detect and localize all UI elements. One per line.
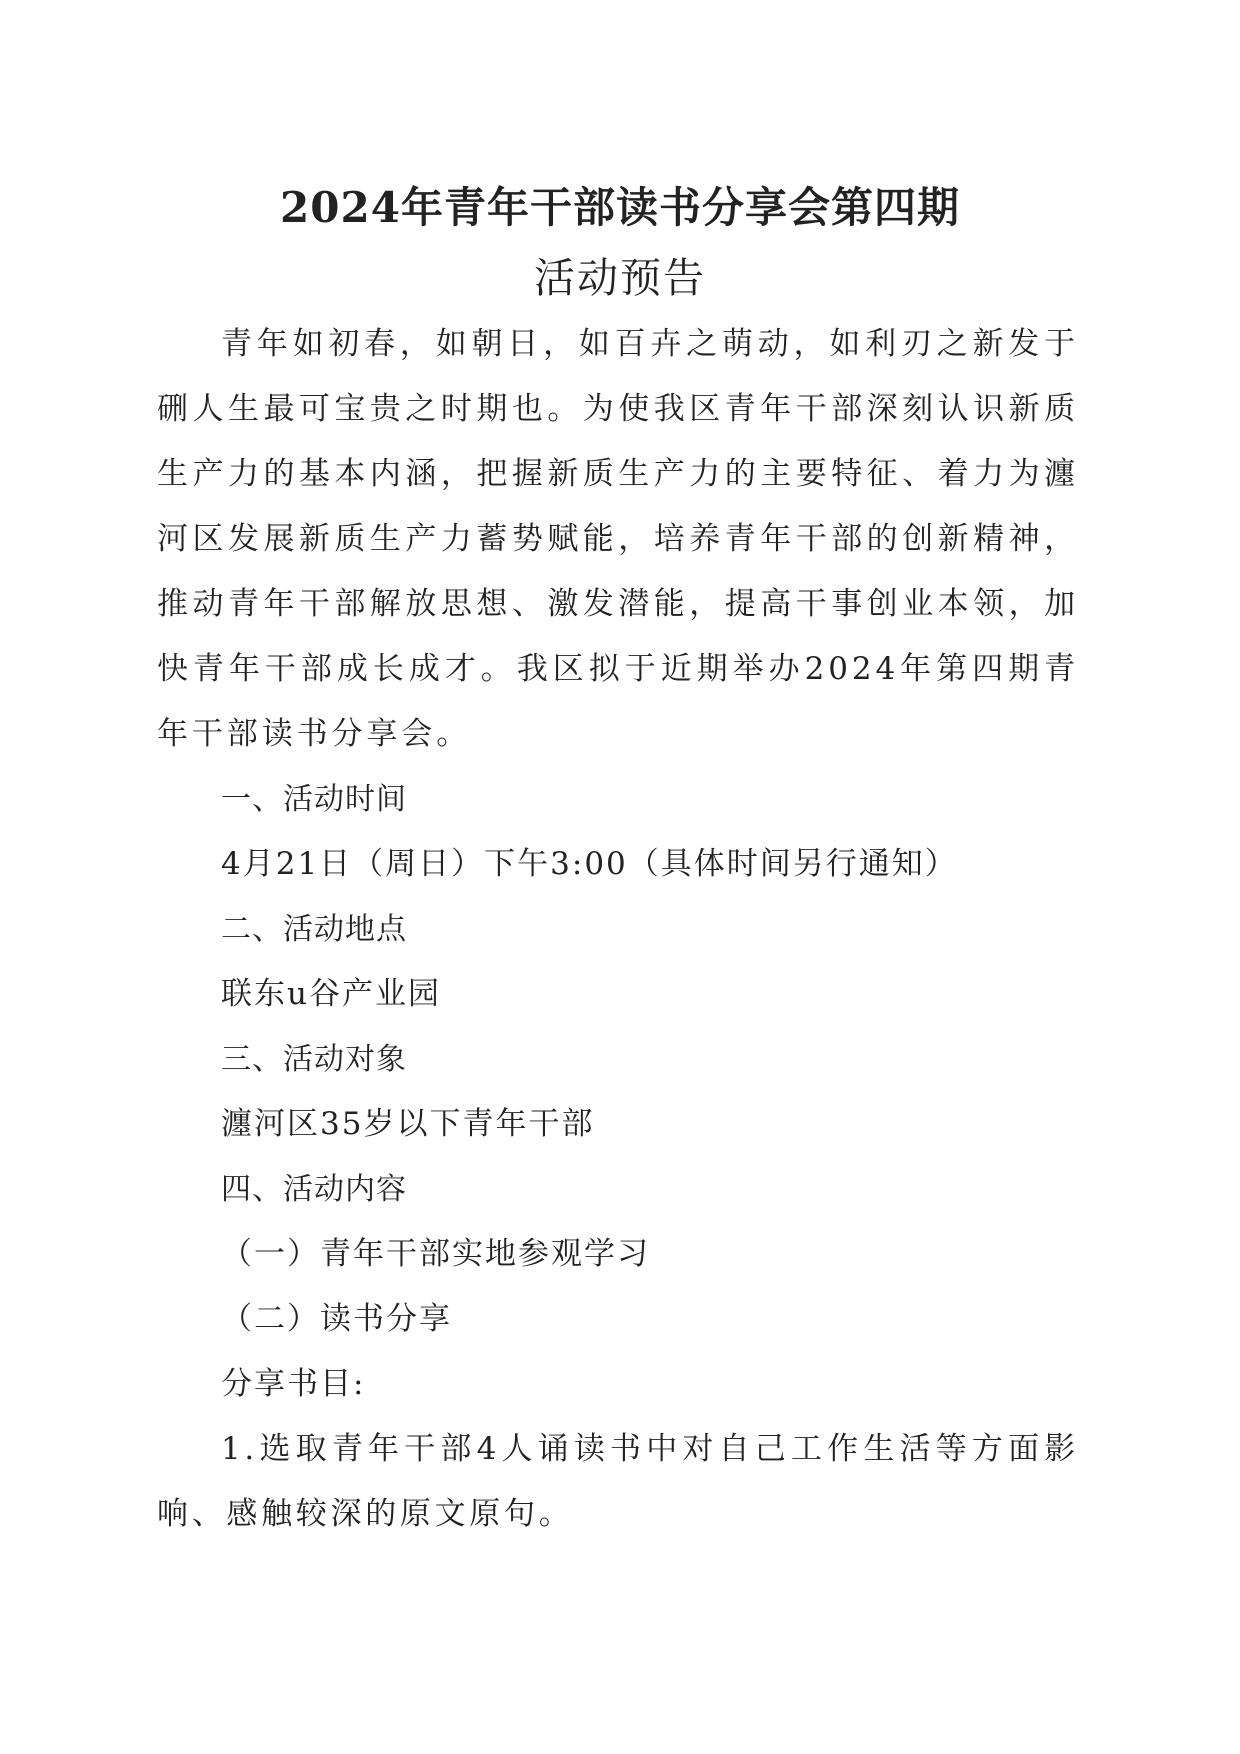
document-body	[157, 312, 1079, 1547]
content-item-visit: （一）青年干部实地参观学习	[221, 1236, 650, 1272]
content-item-reading: （二）读书分享	[221, 1301, 452, 1337]
book-list-label: 分享书目:	[221, 1366, 366, 1402]
document-subtitle: 活动预告	[534, 254, 706, 302]
section-heading-content: 四、活动内容	[221, 1172, 407, 1207]
activity-time: 4月21日（周日）下午3:00（具体时间另行通知）	[221, 846, 958, 882]
activity-audience: 瀍河区35岁以下青年干部	[221, 1106, 595, 1142]
intro-paragraph: 青年如初春，如朝日，如百卉之萌动，如利刃之新发于硎人生最可宝贵之时期也。为使我区青年干部深刻认识新质生产力的基本内涵，把握新质生产力的主要特征、着力为瀍河区发展新质生产力蓄势赋能，培养青年干部的创新精神，推动青年干部解放思想、激发潜能，提高干事创业本领，加快青年干部成长成才。我区拟于近期举办2024年第四期青年干部读书分享会。	[157, 326, 1079, 752]
document-title: 2024年青年干部读书分享会第四期	[280, 183, 960, 232]
section-heading-time: 一、活动时间	[221, 782, 407, 817]
section-heading-location: 二、活动地点	[221, 912, 407, 947]
activity-location: 联东u谷产业园	[221, 976, 441, 1012]
section-heading-audience: 三、活动对象	[221, 1042, 407, 1077]
book-list-item-1: 1.选取青年干部4人诵读书中对自己工作生活等方面影响、感触较深的原文原句。	[157, 1431, 1079, 1532]
